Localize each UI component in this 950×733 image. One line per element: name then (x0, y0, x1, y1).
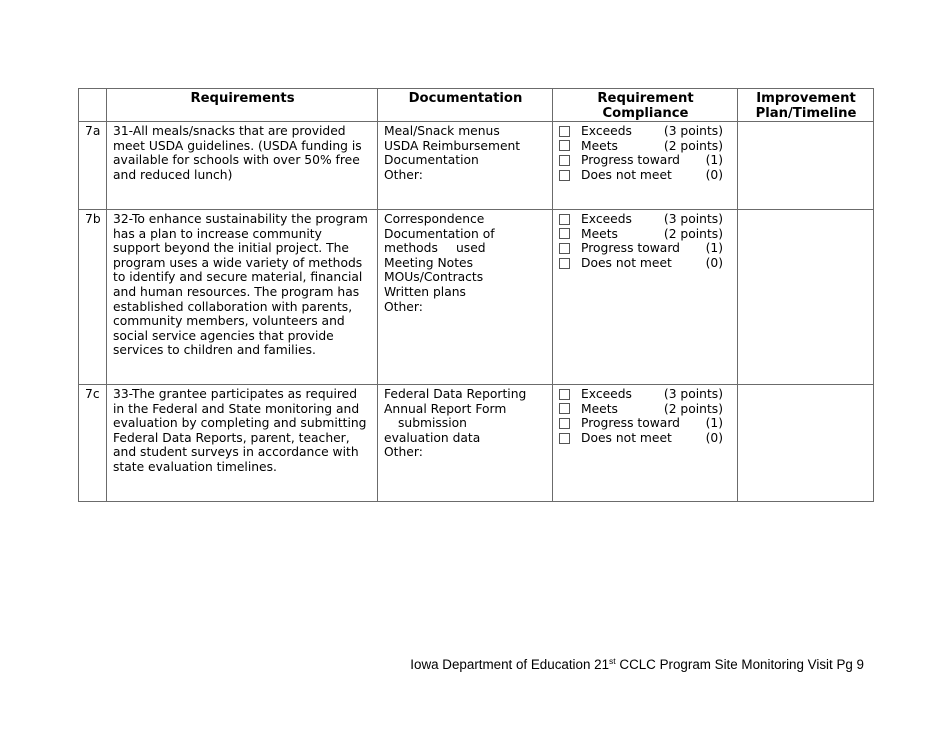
option-label: Does not meet (581, 255, 672, 270)
option-label: Progress toward (581, 416, 680, 431)
row-id: 7b (79, 210, 107, 385)
header-documentation: Documentation (378, 89, 553, 122)
option-label: Meets (581, 226, 618, 241)
does-not-meet-checkbox[interactable] (559, 433, 570, 444)
option-points: (2 points) (663, 401, 723, 416)
header-id (79, 89, 107, 122)
option-points: (3 points) (663, 212, 723, 226)
option-label: Progress toward (581, 241, 680, 256)
requirement-text: 32-To enhance sustainability the program has a plan to increase community support beyond the initial project. The program uses a wide variety of methods to identify and secure material, financial and human resources. The program has established collaboration with parents, community members, volunteers and social service agencies that provide services to children and families. (107, 210, 378, 385)
compliance-option-exceeds (559, 387, 732, 402)
table-row (79, 210, 874, 385)
compliance-option-not-meet (559, 168, 732, 183)
option-points: (3 points) (663, 387, 723, 401)
documentation-list (378, 385, 553, 502)
documentation-item: Correspondence (384, 212, 485, 226)
documentation-item: Other: (384, 299, 423, 314)
requirement-text: 31-All meals/snacks that are provided meet USDA guidelines. (USDA funding is available for schools with over 50% free and reduced lunch) (107, 122, 378, 210)
compliance-options (553, 210, 738, 385)
requirement-text: 33-The grantee participates as required in the Federal and State monitoring and evaluation by completing and submitting Federal Data Reports, parent, teacher, and student surveys in accordance with state evaluation timelines. (107, 385, 378, 502)
option-label: Does not meet (581, 430, 672, 445)
improvement-plan-cell[interactable] (738, 122, 874, 210)
option-label: Does not meet (581, 167, 672, 182)
option-points: (0) (705, 430, 723, 445)
compliance-option-exceeds (559, 124, 732, 139)
meets-checkbox[interactable] (559, 140, 570, 151)
does-not-meet-checkbox[interactable] (559, 170, 570, 181)
compliance-option-not-meet (559, 256, 732, 271)
exceeds-checkbox[interactable] (559, 126, 570, 137)
meets-checkbox[interactable] (559, 403, 570, 414)
row-id: 7a (79, 122, 107, 210)
footer-prefix: Iowa Department of Education 21 (410, 657, 610, 672)
progress-checkbox[interactable] (559, 418, 570, 429)
improvement-plan-cell[interactable] (738, 210, 874, 385)
option-points: (0) (705, 167, 723, 182)
option-points: (1) (705, 153, 723, 168)
compliance-option-progress (559, 241, 732, 256)
does-not-meet-checkbox[interactable] (559, 258, 570, 269)
documentation-item-pair (384, 241, 547, 256)
documentation-item: methods (384, 241, 438, 256)
compliance-options (553, 385, 738, 502)
option-points: (0) (705, 255, 723, 270)
table-row (79, 385, 874, 502)
header-compliance: Requirement Compliance (553, 89, 738, 122)
documentation-item: submission (398, 416, 467, 431)
compliance-option-not-meet (559, 431, 732, 446)
progress-checkbox[interactable] (559, 155, 570, 166)
documentation-item: Other: (384, 445, 423, 460)
documentation-item: Federal Data Reporting (384, 387, 527, 401)
documentation-item: Other: (384, 167, 423, 182)
documentation-item: Annual Report Form (384, 401, 507, 416)
option-points: (2 points) (663, 138, 723, 153)
footer-superscript: st (609, 656, 616, 666)
compliance-option-meets (559, 402, 732, 417)
improvement-plan-cell[interactable] (738, 385, 874, 502)
header-requirements: Requirements (107, 89, 378, 122)
option-points: (2 points) (663, 226, 723, 241)
option-label: Exceeds (581, 212, 632, 226)
meets-checkbox[interactable] (559, 228, 570, 239)
option-label: Meets (581, 138, 618, 153)
monitoring-table (78, 88, 874, 502)
compliance-option-meets (559, 139, 732, 154)
documentation-item: used (456, 241, 486, 256)
option-points: (1) (705, 241, 723, 256)
documentation-item: Written plans (384, 284, 466, 299)
compliance-option-progress (559, 153, 732, 168)
option-points: (3 points) (663, 124, 723, 138)
option-points: (1) (705, 416, 723, 431)
table-header-row (79, 89, 874, 122)
documentation-item: Documentation of (384, 226, 495, 241)
option-label: Meets (581, 401, 618, 416)
page-footer (410, 657, 864, 672)
documentation-item: Meal/Snack menus (384, 124, 500, 138)
documentation-item: Documentation (384, 153, 479, 168)
documentation-list (378, 122, 553, 210)
footer-suffix: CCLC Program Site Monitoring Visit Pg 9 (615, 657, 864, 672)
documentation-item: Meeting Notes (384, 255, 474, 270)
option-label: Exceeds (581, 387, 632, 401)
header-improvement: Improvement Plan/Timeline (738, 89, 874, 122)
option-label: Progress toward (581, 153, 680, 168)
table-row (79, 122, 874, 210)
documentation-item: MOUs/Contracts (384, 270, 484, 285)
documentation-item: USDA Reimbursement (384, 138, 521, 153)
compliance-option-exceeds (559, 212, 732, 227)
compliance-options (553, 122, 738, 210)
exceeds-checkbox[interactable] (559, 389, 570, 400)
option-label: Exceeds (581, 124, 632, 138)
documentation-item: evaluation data (384, 430, 481, 445)
compliance-option-progress (559, 416, 732, 431)
documentation-list (378, 210, 553, 385)
row-id: 7c (79, 385, 107, 502)
exceeds-checkbox[interactable] (559, 214, 570, 225)
compliance-option-meets (559, 227, 732, 242)
progress-checkbox[interactable] (559, 243, 570, 254)
